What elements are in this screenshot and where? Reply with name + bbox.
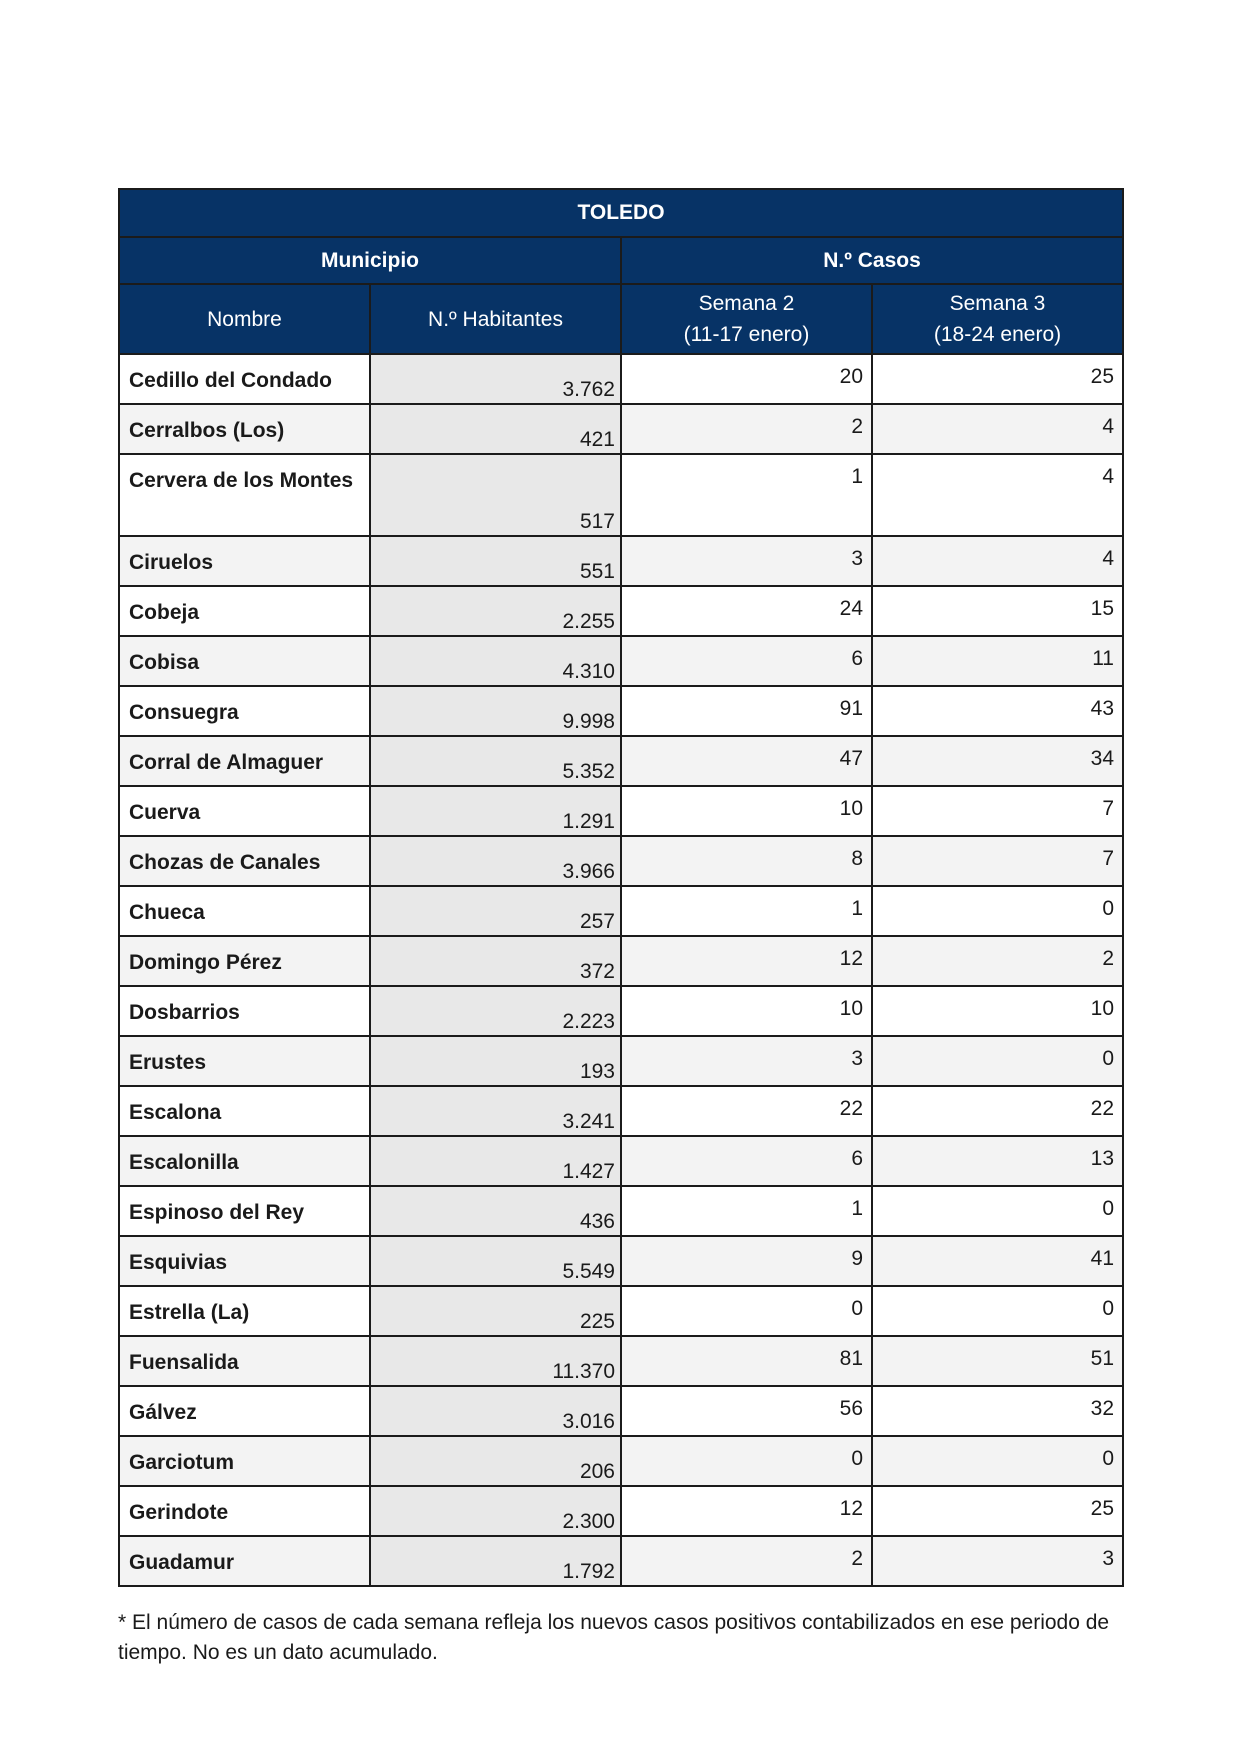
municipio-habitantes: 436 [370,1186,621,1236]
municipio-habitantes: 11.370 [370,1336,621,1386]
municipio-habitantes: 5.549 [370,1236,621,1286]
semana3-label: Semana 3 [949,292,1046,315]
municipio-name: Esquivias [119,1236,370,1286]
casos-semana2: 3 [621,536,872,586]
casos-semana3: 22 [872,1086,1123,1136]
table-row [119,1036,1123,1086]
municipio-name: Gálvez [119,1386,370,1436]
casos-semana3: 10 [872,986,1123,1036]
casos-semana3: 11 [872,636,1123,686]
table-row [119,936,1123,986]
municipio-name: Chueca [119,886,370,936]
casos-semana3: 41 [872,1236,1123,1286]
municipio-name: Garciotum [119,1436,370,1486]
table-row [119,586,1123,636]
table-row [119,1236,1123,1286]
table-row [119,1336,1123,1386]
municipio-name: Escalona [119,1086,370,1136]
table-row [119,1486,1123,1536]
semana2-dates: (11-17 enero) [683,323,810,346]
casos-semana2: 81 [621,1336,872,1386]
casos-semana3: 3 [872,1536,1123,1586]
municipio-name: Chozas de Canales [119,836,370,886]
casos-semana3: 13 [872,1136,1123,1186]
table-row [119,536,1123,586]
casos-semana3: 15 [872,586,1123,636]
table-row [119,836,1123,886]
municipio-habitantes: 372 [370,936,621,986]
municipio-name: Estrella (La) [119,1286,370,1336]
municipio-habitantes: 421 [370,404,621,454]
municipio-habitantes: 3.762 [370,354,621,404]
casos-semana2: 2 [621,404,872,454]
cases-table [118,188,1124,1587]
municipio-name: Corral de Almaguer [119,736,370,786]
table-row [119,1286,1123,1336]
casos-semana3: 0 [872,1436,1123,1486]
table-row [119,736,1123,786]
municipio-name: Escalonilla [119,1136,370,1186]
table-row [119,1386,1123,1436]
municipio-name: Guadamur [119,1536,370,1586]
column-header-semana2 [621,284,872,354]
casos-semana3: 32 [872,1386,1123,1436]
table-body [119,354,1123,1586]
municipio-habitantes: 5.352 [370,736,621,786]
table-row [119,886,1123,936]
casos-semana2: 12 [621,936,872,986]
municipio-habitantes: 4.310 [370,636,621,686]
casos-semana2: 56 [621,1386,872,1436]
municipio-habitantes: 517 [370,454,621,536]
group-header-casos: N.º Casos [621,237,1123,284]
municipio-name: Cedillo del Condado [119,354,370,404]
column-header-nombre: Nombre [119,284,370,354]
casos-semana2: 47 [621,736,872,786]
municipio-name: Gerindote [119,1486,370,1536]
casos-semana2: 24 [621,586,872,636]
municipio-name: Ciruelos [119,536,370,586]
municipio-name: Fuensalida [119,1336,370,1386]
municipio-name: Cobisa [119,636,370,686]
casos-semana2: 1 [621,886,872,936]
casos-semana2: 6 [621,636,872,686]
municipio-name: Consuegra [119,686,370,736]
municipio-habitantes: 1.427 [370,1136,621,1186]
casos-semana3: 0 [872,886,1123,936]
column-header-habitantes: N.º Habitantes [370,284,621,354]
casos-semana2: 91 [621,686,872,736]
casos-semana3: 25 [872,354,1123,404]
table-header [119,189,1123,354]
casos-semana3: 51 [872,1336,1123,1386]
table-row [119,1136,1123,1186]
municipio-name: Cervera de los Montes [119,454,370,536]
casos-semana2: 8 [621,836,872,886]
municipio-habitantes: 206 [370,1436,621,1486]
table-row [119,454,1123,536]
casos-semana2: 3 [621,1036,872,1086]
casos-semana3: 34 [872,736,1123,786]
semana3-dates: (18-24 enero) [933,323,1062,346]
table-row [119,636,1123,686]
casos-semana3: 7 [872,786,1123,836]
municipio-habitantes: 2.255 [370,586,621,636]
municipio-habitantes: 1.792 [370,1536,621,1586]
casos-semana2: 10 [621,786,872,836]
table-row [119,354,1123,404]
municipio-habitantes: 3.016 [370,1386,621,1436]
casos-semana2: 2 [621,1536,872,1586]
footnote: * El número de casos de cada semana refleja los nuevos casos positivos contabilizados en ese periodo de tiempo. No es un dato acumulado. [118,1611,1110,1664]
casos-semana2: 1 [621,454,872,536]
municipio-habitantes: 257 [370,886,621,936]
semana2-label: Semana 2 [698,292,795,315]
municipio-name: Cobeja [119,586,370,636]
table-row [119,1436,1123,1486]
municipio-name: Domingo Pérez [119,936,370,986]
casos-semana2: 0 [621,1436,872,1486]
casos-semana3: 4 [872,454,1123,536]
table-row [119,986,1123,1036]
casos-semana2: 1 [621,1186,872,1236]
casos-semana3: 0 [872,1186,1123,1236]
municipio-name: Dosbarrios [119,986,370,1036]
casos-semana2: 6 [621,1136,872,1186]
municipio-name: Cuerva [119,786,370,836]
municipio-habitantes: 551 [370,536,621,586]
column-header-semana3 [872,284,1123,354]
table-row [119,686,1123,736]
municipio-habitantes: 193 [370,1036,621,1086]
municipio-name: Cerralbos (Los) [119,404,370,454]
casos-semana3: 2 [872,936,1123,986]
municipio-habitantes: 9.998 [370,686,621,736]
casos-semana3: 43 [872,686,1123,736]
casos-semana3: 4 [872,404,1123,454]
table-row [119,1086,1123,1136]
table-row [119,404,1123,454]
municipio-name: Erustes [119,1036,370,1086]
casos-semana3: 7 [872,836,1123,886]
municipio-habitantes: 225 [370,1286,621,1336]
municipio-habitantes: 1.291 [370,786,621,836]
casos-semana3: 0 [872,1036,1123,1086]
casos-semana2: 12 [621,1486,872,1536]
casos-semana2: 10 [621,986,872,1036]
table-title: TOLEDO [119,189,1123,237]
casos-semana2: 22 [621,1086,872,1136]
table-row [119,1186,1123,1236]
group-header-municipio: Municipio [119,237,621,284]
municipio-habitantes: 3.966 [370,836,621,886]
casos-semana2: 20 [621,354,872,404]
casos-semana3: 0 [872,1286,1123,1336]
municipio-habitantes: 3.241 [370,1086,621,1136]
table-row [119,1536,1123,1586]
casos-semana2: 0 [621,1286,872,1336]
municipio-habitantes: 2.300 [370,1486,621,1536]
table-row [119,786,1123,836]
casos-semana2: 9 [621,1236,872,1286]
municipio-name: Espinoso del Rey [119,1186,370,1236]
casos-semana3: 25 [872,1486,1123,1536]
casos-semana3: 4 [872,536,1123,586]
municipio-habitantes: 2.223 [370,986,621,1036]
